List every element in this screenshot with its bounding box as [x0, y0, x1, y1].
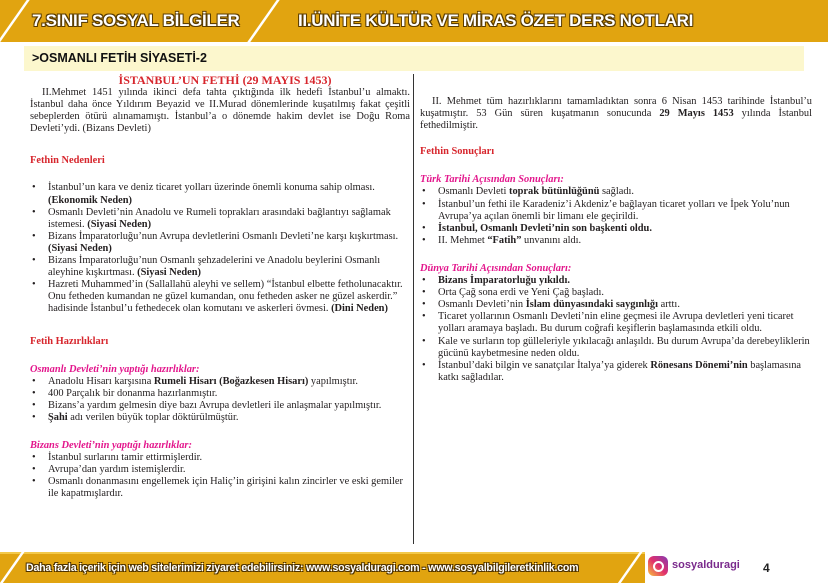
- list-item: [30, 476, 410, 500]
- footer-text: Daha fazla içerik için web sitelerimizi ziyaret edebilirsiniz: www.sosyalduragi.com - www.sosyalbilgileretkinlik.com: [26, 562, 579, 574]
- text: Ticaret yollarının Osmanlı Devleti’nin eline geçmesi ile Avrupa devletleri yeni ticaret yolları aramaya başladı. Bu durum coğrafi keşiflerin başlamasında etkili oldu.: [438, 311, 794, 335]
- unit-title: II.ÜNİTE KÜLTÜR VE MİRAS ÖZET DERS NOTLARI: [298, 11, 694, 30]
- text: Osmanlı Devleti: [438, 186, 509, 198]
- instagram-icon: [648, 556, 668, 576]
- section-title: >OSMANLI FETİH SİYASETİ-2: [32, 51, 207, 65]
- paragraph: [420, 96, 812, 132]
- bold-text: Rumeli Hisarı (Boğazkesen Hisarı): [153, 375, 309, 387]
- list-item: [420, 186, 812, 198]
- text: arttı.: [657, 299, 680, 311]
- sub-heading: [420, 263, 812, 275]
- text: Anadolu Hisarı karşısına: [48, 375, 154, 387]
- list-item: [420, 299, 812, 311]
- text: İstanbul surlarını tamir ettirmişlerdir.: [48, 452, 203, 464]
- list-item: [30, 255, 410, 279]
- header-banner: [0, 0, 828, 42]
- text: Bizans İmparatorluğu’nun Avrupa devletlerini Osmanlı Devleti’ne karşı kışkırtması.: [48, 230, 399, 242]
- list-item: [420, 199, 812, 223]
- text: Osmanlı Devleti’nin yaptığı hazırlıklar:: [30, 363, 200, 375]
- bold-text: (Siyasi Neden): [137, 267, 201, 279]
- text: Fethin Sonuçları: [420, 146, 495, 158]
- list-item: [30, 388, 410, 400]
- text: Fethin Nedenleri: [30, 155, 105, 167]
- list-item: [30, 207, 410, 231]
- bold-text: (Siyasi Neden): [87, 218, 152, 230]
- text: sağladı.: [599, 186, 635, 198]
- sub-heading: [30, 364, 410, 376]
- list-item: [30, 182, 410, 206]
- list-item: [30, 464, 410, 476]
- text: Bizans İmparatorluğu’nun Osmanlı şehzadelerini ve Anadolu beylerini Osmanlı aleyhine kışkırtması.: [48, 255, 381, 279]
- text: yapılmıştır.: [308, 375, 358, 387]
- banner-divider: [0, 552, 25, 585]
- list-item: [420, 287, 812, 299]
- bold-text: Şahi: [48, 411, 68, 423]
- bold-text: 29 Mayıs 1453: [659, 108, 734, 120]
- sub-heading: [420, 174, 812, 186]
- bold-text: “Fatih”: [487, 234, 522, 246]
- page-number: 4: [763, 561, 770, 575]
- section-heading: [30, 155, 410, 167]
- list-item: [30, 400, 410, 412]
- list-item: [420, 235, 812, 247]
- left-column: [30, 74, 410, 501]
- text: İSTANBUL’UN FETHİ (29 MAYIS 1453): [118, 73, 332, 87]
- text: Hazreti Muhammed’in (Sallallahü aleyhi ve sellem) “İstanbul elbette fetholunacaktır. Onu fetheden kumandan ne güzel kumandan, onu fetheden asker ne güzel askerdir.” hadisinde İstanbul’u fethedecek olan komutanı ve askerleri övmesi.: [48, 279, 403, 315]
- text: İstanbul’daki bilgin ve sanatçılar İtalya’ya giderek: [438, 359, 651, 371]
- list-item: [420, 360, 812, 384]
- text: Fetih Hazırlıkları: [30, 335, 109, 347]
- text: Kale ve surların top gülleleriyle yıkılacağı anlaşıldı. Bu durum Avrupa’da derebeyliklerin gücünü kaybetmesine neden oldu.: [438, 335, 810, 359]
- list-item: [30, 231, 410, 255]
- bold-text: Rönesans Dönemi’nin: [650, 359, 748, 371]
- section-heading: [420, 146, 812, 158]
- footer-banner: [0, 552, 645, 583]
- paragraph: [30, 87, 410, 135]
- bold-text: İstanbul, Osmanlı Devleti’nin son başkenti oldu.: [438, 222, 652, 234]
- text: Avrupa’dan yardım istemişlerdir.: [48, 464, 186, 476]
- text: II. Mehmet: [438, 234, 488, 246]
- text: Bizans Devleti’nin yaptığı hazırlıklar:: [30, 440, 192, 452]
- list-item: [420, 223, 812, 235]
- course-title: 7.SINIF SOSYAL BİLGİLER: [32, 11, 240, 30]
- text: Orta Çağ sona erdi ve Yeni Çağ başladı.: [438, 287, 604, 299]
- list-item: [30, 279, 410, 315]
- text: Osmanlı donanmasını engellemek için Haliç’in girişini kalın zincirler ve eski gemiler ile kapatmışlardır.: [48, 476, 403, 500]
- section-heading: [30, 336, 410, 348]
- list-item: [30, 376, 410, 388]
- banner-divider: [616, 552, 642, 585]
- sub-heading: [30, 440, 410, 452]
- bold-text: (Ekonomik Neden): [48, 194, 133, 206]
- list-item: [30, 452, 410, 464]
- text: II.Mehmet 1451 yılında ikinci defa tahta çıktığında ilk hedefi İstanbul’u almaktı. İstanbul daha önce Yıldırım Beyazid ve II.Murad dönemlerinde kuşatılmış fakat çeşitli sebeplerden ötürü alınamamıştı. İstanbul’a o dönemde hakim devlet ise Doğu Roma Devleti’ydi. (Bizans Devleti): [30, 87, 410, 135]
- banner-divider: [0, 0, 33, 46]
- list-item: [420, 275, 812, 287]
- instagram-handle[interactable]: sosyalduragi: [672, 559, 740, 571]
- text: 400 Parçalık bir donanma hazırlanmıştır.: [48, 387, 218, 399]
- right-column: [420, 96, 812, 384]
- bold-text: İslam dünyasındaki saygınlığı: [525, 299, 658, 311]
- article-title: [40, 74, 410, 87]
- text: adı verilen büyük toplar döktürülmüştür.: [67, 411, 239, 423]
- text: Bizans’a yardım gelmesin diye bazı Avrupa devletleri ile anlaşmalar yapılmıştır.: [48, 399, 382, 411]
- text: II. Mehmet tüm hazırlıklarını tamamladıktan sonra 6 Nisan 1453 tarihinde İstanbul’u kuşatmıştır. 53 Gün süren kuşatmanın sonucunda: [420, 96, 812, 120]
- text: Türk Tarihi Açısından Sonuçları:: [420, 174, 564, 186]
- bold-text: Bizans İmparatorluğu yıkıldı.: [438, 275, 570, 287]
- list-item: [420, 336, 812, 360]
- text: başlamasına katkı sağladılar.: [438, 359, 802, 383]
- section-title-bar: [24, 46, 804, 71]
- text: Osmanlı Devleti’nin Anadolu ve Rumeli toprakları arasındaki bağlantıyı sağlamak istemesi.: [48, 206, 391, 230]
- bold-text: (Siyasi Neden): [48, 242, 112, 254]
- text: İstanbul’un kara ve deniz ticaret yolları üzerinde önemli konuma sahip olması.: [48, 182, 375, 194]
- list-item: [420, 311, 812, 335]
- column-divider: [413, 74, 414, 544]
- text: İstanbul’un fethi ile Karadeniz’i Akdeniz’e bağlayan ticaret yolları ve İpek Yolu’nun Avrupa’ya açılan önemli bir limanı ele geçirildi.: [438, 198, 790, 222]
- banner-divider: [244, 0, 282, 46]
- text: unvanını aldı.: [521, 234, 582, 246]
- bold-text: (Dini Neden): [331, 303, 388, 315]
- text: Dünya Tarihi Açısından Sonuçları:: [420, 262, 572, 274]
- text: Osmanlı Devleti’nin: [438, 299, 526, 311]
- text: yılında İstanbul fethedilmiştir.: [420, 108, 812, 132]
- list-item: [30, 412, 410, 424]
- bold-text: toprak bütünlüğünü: [509, 186, 600, 198]
